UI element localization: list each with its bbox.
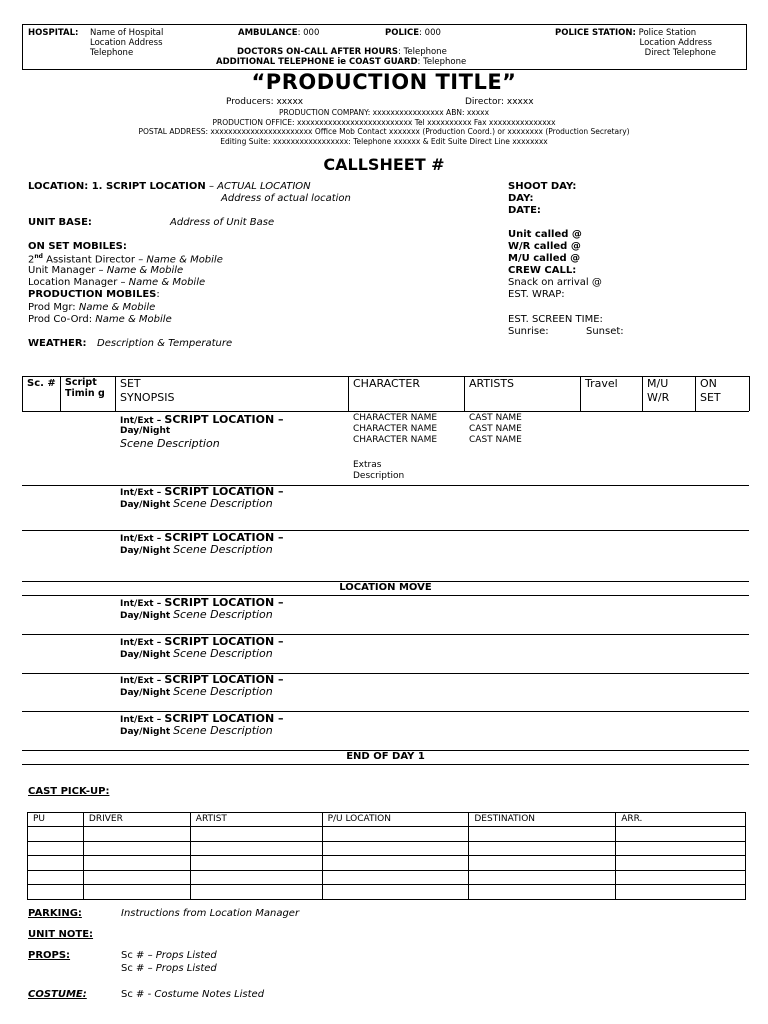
wr-called-label: W/R called @ bbox=[508, 241, 581, 252]
callsheet-title: CALLSHEET # bbox=[323, 155, 445, 174]
extras-label: Extras bbox=[353, 460, 382, 470]
mu-called-label: M/U called @ bbox=[508, 253, 581, 264]
table-cell[interactable] bbox=[616, 827, 746, 842]
police-line: POLICE: 000 bbox=[385, 28, 441, 38]
scene-daynight-description: Day/Night Scene Description bbox=[120, 497, 273, 510]
hospital-name: Name of Hospital bbox=[90, 28, 164, 38]
table-cell[interactable] bbox=[190, 856, 322, 871]
table-cell[interactable] bbox=[469, 841, 616, 856]
col-header-travel: Travel bbox=[585, 377, 618, 390]
sunset-label: Sunset: bbox=[586, 326, 624, 337]
table-rule bbox=[642, 376, 643, 411]
table-rule bbox=[60, 376, 61, 411]
col-header-set: SET bbox=[120, 377, 141, 390]
scene-daynight-description: Day/Night Scene Description bbox=[120, 724, 273, 737]
location-manager-line: Location Manager – Name & Mobile bbox=[28, 277, 206, 288]
sunrise-label: Sunrise: bbox=[508, 326, 549, 337]
shoot-day-label: SHOOT DAY: bbox=[508, 181, 577, 192]
scene-heading: Int/Ext – SCRIPT LOCATION – bbox=[120, 485, 284, 498]
col-header-synopsis: SYNOPSIS bbox=[120, 391, 175, 404]
table-cell[interactable] bbox=[28, 856, 84, 871]
table-cell[interactable] bbox=[322, 827, 469, 842]
table-cell[interactable] bbox=[190, 827, 322, 842]
unit-manager-line: Unit Manager – Name & Mobile bbox=[28, 265, 184, 276]
table-cell[interactable] bbox=[616, 870, 746, 885]
col-header-mu: M/U bbox=[647, 377, 669, 390]
col-header-scene-number: Sc. # bbox=[27, 378, 56, 389]
production-mobiles-label: PRODUCTION MOBILES: bbox=[28, 289, 160, 300]
table-cell[interactable] bbox=[28, 841, 84, 856]
producers: Producers: xxxxx bbox=[226, 97, 304, 107]
table-cell[interactable] bbox=[616, 841, 746, 856]
production-office: PRODUCTION OFFICE: xxxxxxxxxxxxxxxxxxxxxxxxxx Tel xxxxxxxxxx Fax xxxxxxxxxxxxxxx bbox=[212, 118, 556, 127]
table-rule bbox=[580, 376, 581, 411]
unit-base-value: Address of Unit Base bbox=[170, 217, 275, 228]
props-line: Sc # – Props Listed bbox=[121, 950, 217, 961]
costume-line: Sc # - Costume Notes Listed bbox=[121, 989, 265, 1000]
table-cell[interactable] bbox=[190, 870, 322, 885]
scene-daynight-description: Day/Night Scene Description bbox=[120, 647, 273, 660]
end-of-day-divider: END OF DAY 1 bbox=[346, 751, 425, 762]
table-cell[interactable] bbox=[616, 856, 746, 871]
table-cell[interactable] bbox=[469, 870, 616, 885]
hospital-telephone: Telephone bbox=[90, 48, 134, 58]
table-cell[interactable] bbox=[469, 885, 616, 900]
col-header-artist: ARTIST bbox=[190, 813, 322, 827]
table-cell[interactable] bbox=[469, 856, 616, 871]
scene-daynight-description: Day/Night Scene Description bbox=[120, 685, 273, 698]
scene-daynight: Day/Night bbox=[120, 426, 171, 436]
table-cell[interactable] bbox=[28, 885, 84, 900]
table-cell[interactable] bbox=[83, 841, 190, 856]
table-cell[interactable] bbox=[83, 885, 190, 900]
postal-address: POSTAL ADDRESS: xxxxxxxxxxxxxxxxxxxxxxx Office Mob Contact xxxxxxx (Production Coord.) or xxxxxxxx (Production Secretary) bbox=[138, 127, 630, 136]
on-set-mobiles-label: ON SET MOBILES: bbox=[28, 241, 127, 252]
table-row bbox=[28, 870, 746, 885]
scene-heading: Int/Ext – SCRIPT LOCATION – bbox=[120, 531, 284, 544]
cast-name: CAST NAME bbox=[469, 413, 522, 423]
scene-heading: Int/Ext – SCRIPT LOCATION – bbox=[120, 673, 284, 686]
character-name: CHARACTER NAME bbox=[353, 424, 438, 434]
col-header-pu-location: P/U LOCATION bbox=[322, 813, 469, 827]
extras-description: Description bbox=[353, 471, 405, 481]
table-cell[interactable] bbox=[28, 870, 84, 885]
parking-label: PARKING: bbox=[28, 908, 82, 919]
weather-label: WEATHER: bbox=[28, 338, 87, 349]
table-rule bbox=[22, 411, 749, 412]
scene-heading: Int/Ext – SCRIPT LOCATION – bbox=[120, 635, 284, 648]
col-header-script-timing: Script Timin g bbox=[65, 377, 105, 399]
location-move-divider: LOCATION MOVE bbox=[339, 582, 432, 593]
unit-called-label: Unit called @ bbox=[508, 229, 582, 240]
table-cell[interactable] bbox=[322, 841, 469, 856]
table-cell[interactable] bbox=[28, 827, 84, 842]
unit-base-label: UNIT BASE: bbox=[28, 217, 92, 228]
table-cell[interactable] bbox=[322, 885, 469, 900]
cast-name: CAST NAME bbox=[469, 435, 522, 445]
props-label: PROPS: bbox=[28, 950, 71, 961]
table-rule bbox=[115, 376, 116, 411]
col-header-set-2: SET bbox=[700, 391, 721, 404]
scene-description: Scene Description bbox=[120, 437, 220, 450]
col-header-artists: ARTISTS bbox=[469, 377, 515, 390]
table-rule bbox=[22, 376, 23, 411]
costume-label: COSTUME: bbox=[28, 989, 87, 1000]
table-rule bbox=[464, 376, 465, 411]
table-cell[interactable] bbox=[83, 827, 190, 842]
table-row bbox=[28, 827, 746, 842]
cast-pickup-title: CAST PICK-UP: bbox=[28, 786, 110, 797]
table-cell[interactable] bbox=[190, 885, 322, 900]
character-name: CHARACTER NAME bbox=[353, 435, 438, 445]
police-station-address: Location Address bbox=[639, 38, 712, 48]
table-cell[interactable] bbox=[83, 856, 190, 871]
table-cell[interactable] bbox=[190, 841, 322, 856]
est-screen-time-label: EST. SCREEN TIME: bbox=[508, 314, 603, 325]
table-cell[interactable] bbox=[83, 870, 190, 885]
production-title: “PRODUCTION TITLE” bbox=[251, 70, 517, 94]
doctors-on-call-line: DOCTORS ON-CALL AFTER HOURS: Telephone bbox=[237, 47, 447, 57]
snack-label: Snack on arrival @ bbox=[508, 277, 602, 288]
hospital-address: Location Address bbox=[90, 38, 163, 48]
table-cell[interactable] bbox=[322, 856, 469, 871]
scene-heading: Int/Ext – SCRIPT LOCATION – bbox=[120, 712, 284, 725]
police-station-telephone: Direct Telephone bbox=[644, 48, 716, 58]
table-rule bbox=[749, 376, 750, 411]
director: Director: xxxxx bbox=[465, 97, 534, 107]
col-header-wr: W/R bbox=[647, 391, 670, 404]
prod-coord-line: Prod Co-Ord: Name & Mobile bbox=[28, 314, 172, 325]
col-header-on: ON bbox=[700, 377, 717, 390]
col-header-destination: DESTINATION bbox=[469, 813, 616, 827]
cast-pickup-table bbox=[27, 812, 746, 900]
scene-heading: Int/Ext – SCRIPT LOCATION – bbox=[120, 596, 284, 609]
day-label: DAY: bbox=[508, 193, 534, 204]
table-rule bbox=[22, 764, 749, 765]
scene-daynight-description: Day/Night Scene Description bbox=[120, 608, 273, 621]
col-header-driver: DRIVER bbox=[83, 813, 190, 827]
actual-location-address: Address of actual location bbox=[221, 193, 351, 204]
unit-note-label: UNIT NOTE: bbox=[28, 929, 94, 940]
parking-value: Instructions from Location Manager bbox=[121, 908, 300, 919]
col-header-arrival: ARR. bbox=[616, 813, 746, 827]
table-row bbox=[28, 841, 746, 856]
hospital-label: HOSPITAL: bbox=[28, 28, 79, 38]
emergency-contacts-box bbox=[22, 24, 747, 70]
table-cell[interactable] bbox=[469, 827, 616, 842]
table-cell[interactable] bbox=[616, 885, 746, 900]
prod-mgr-line: Prod Mgr: Name & Mobile bbox=[28, 302, 156, 313]
date-label: DATE: bbox=[508, 205, 541, 216]
editing-suite: Editing Suite: xxxxxxxxxxxxxxxxx: Telephone xxxxxx & Edit Suite Direct Line xxxxxxxx bbox=[220, 137, 548, 146]
assistant-director-line: 2nd Assistant Director – Name & Mobile bbox=[28, 253, 223, 266]
weather-value: Description & Temperature bbox=[97, 338, 233, 349]
est-wrap-label: EST. WRAP: bbox=[508, 289, 565, 300]
table-rule bbox=[695, 376, 696, 411]
table-header-row bbox=[28, 813, 746, 827]
col-header-pu: PU bbox=[28, 813, 84, 827]
table-row bbox=[28, 856, 746, 871]
props-line: Sc # – Props Listed bbox=[121, 963, 217, 974]
ambulance-line: AMBULANCE: 000 bbox=[238, 28, 320, 38]
cast-name: CAST NAME bbox=[469, 424, 522, 434]
crew-call-label: CREW CALL: bbox=[508, 265, 577, 276]
additional-telephone-line: ADDITIONAL TELEPHONE ie COAST GUARD: Telephone bbox=[216, 57, 467, 67]
scene-daynight-description: Day/Night Scene Description bbox=[120, 543, 273, 556]
production-company: PRODUCTION COMPANY: xxxxxxxxxxxxxxxx ABN: xxxxx bbox=[278, 108, 490, 117]
table-rule bbox=[348, 376, 349, 411]
col-header-character: CHARACTER bbox=[353, 377, 420, 390]
table-row bbox=[28, 885, 746, 900]
scene-heading: Int/Ext – SCRIPT LOCATION – bbox=[120, 413, 284, 426]
police-station-line: POLICE STATION: Police Station bbox=[555, 28, 697, 38]
character-name: CHARACTER NAME bbox=[353, 413, 438, 423]
location-line: LOCATION: 1. SCRIPT LOCATION – ACTUAL LOCATION bbox=[28, 181, 311, 192]
table-cell[interactable] bbox=[322, 870, 469, 885]
